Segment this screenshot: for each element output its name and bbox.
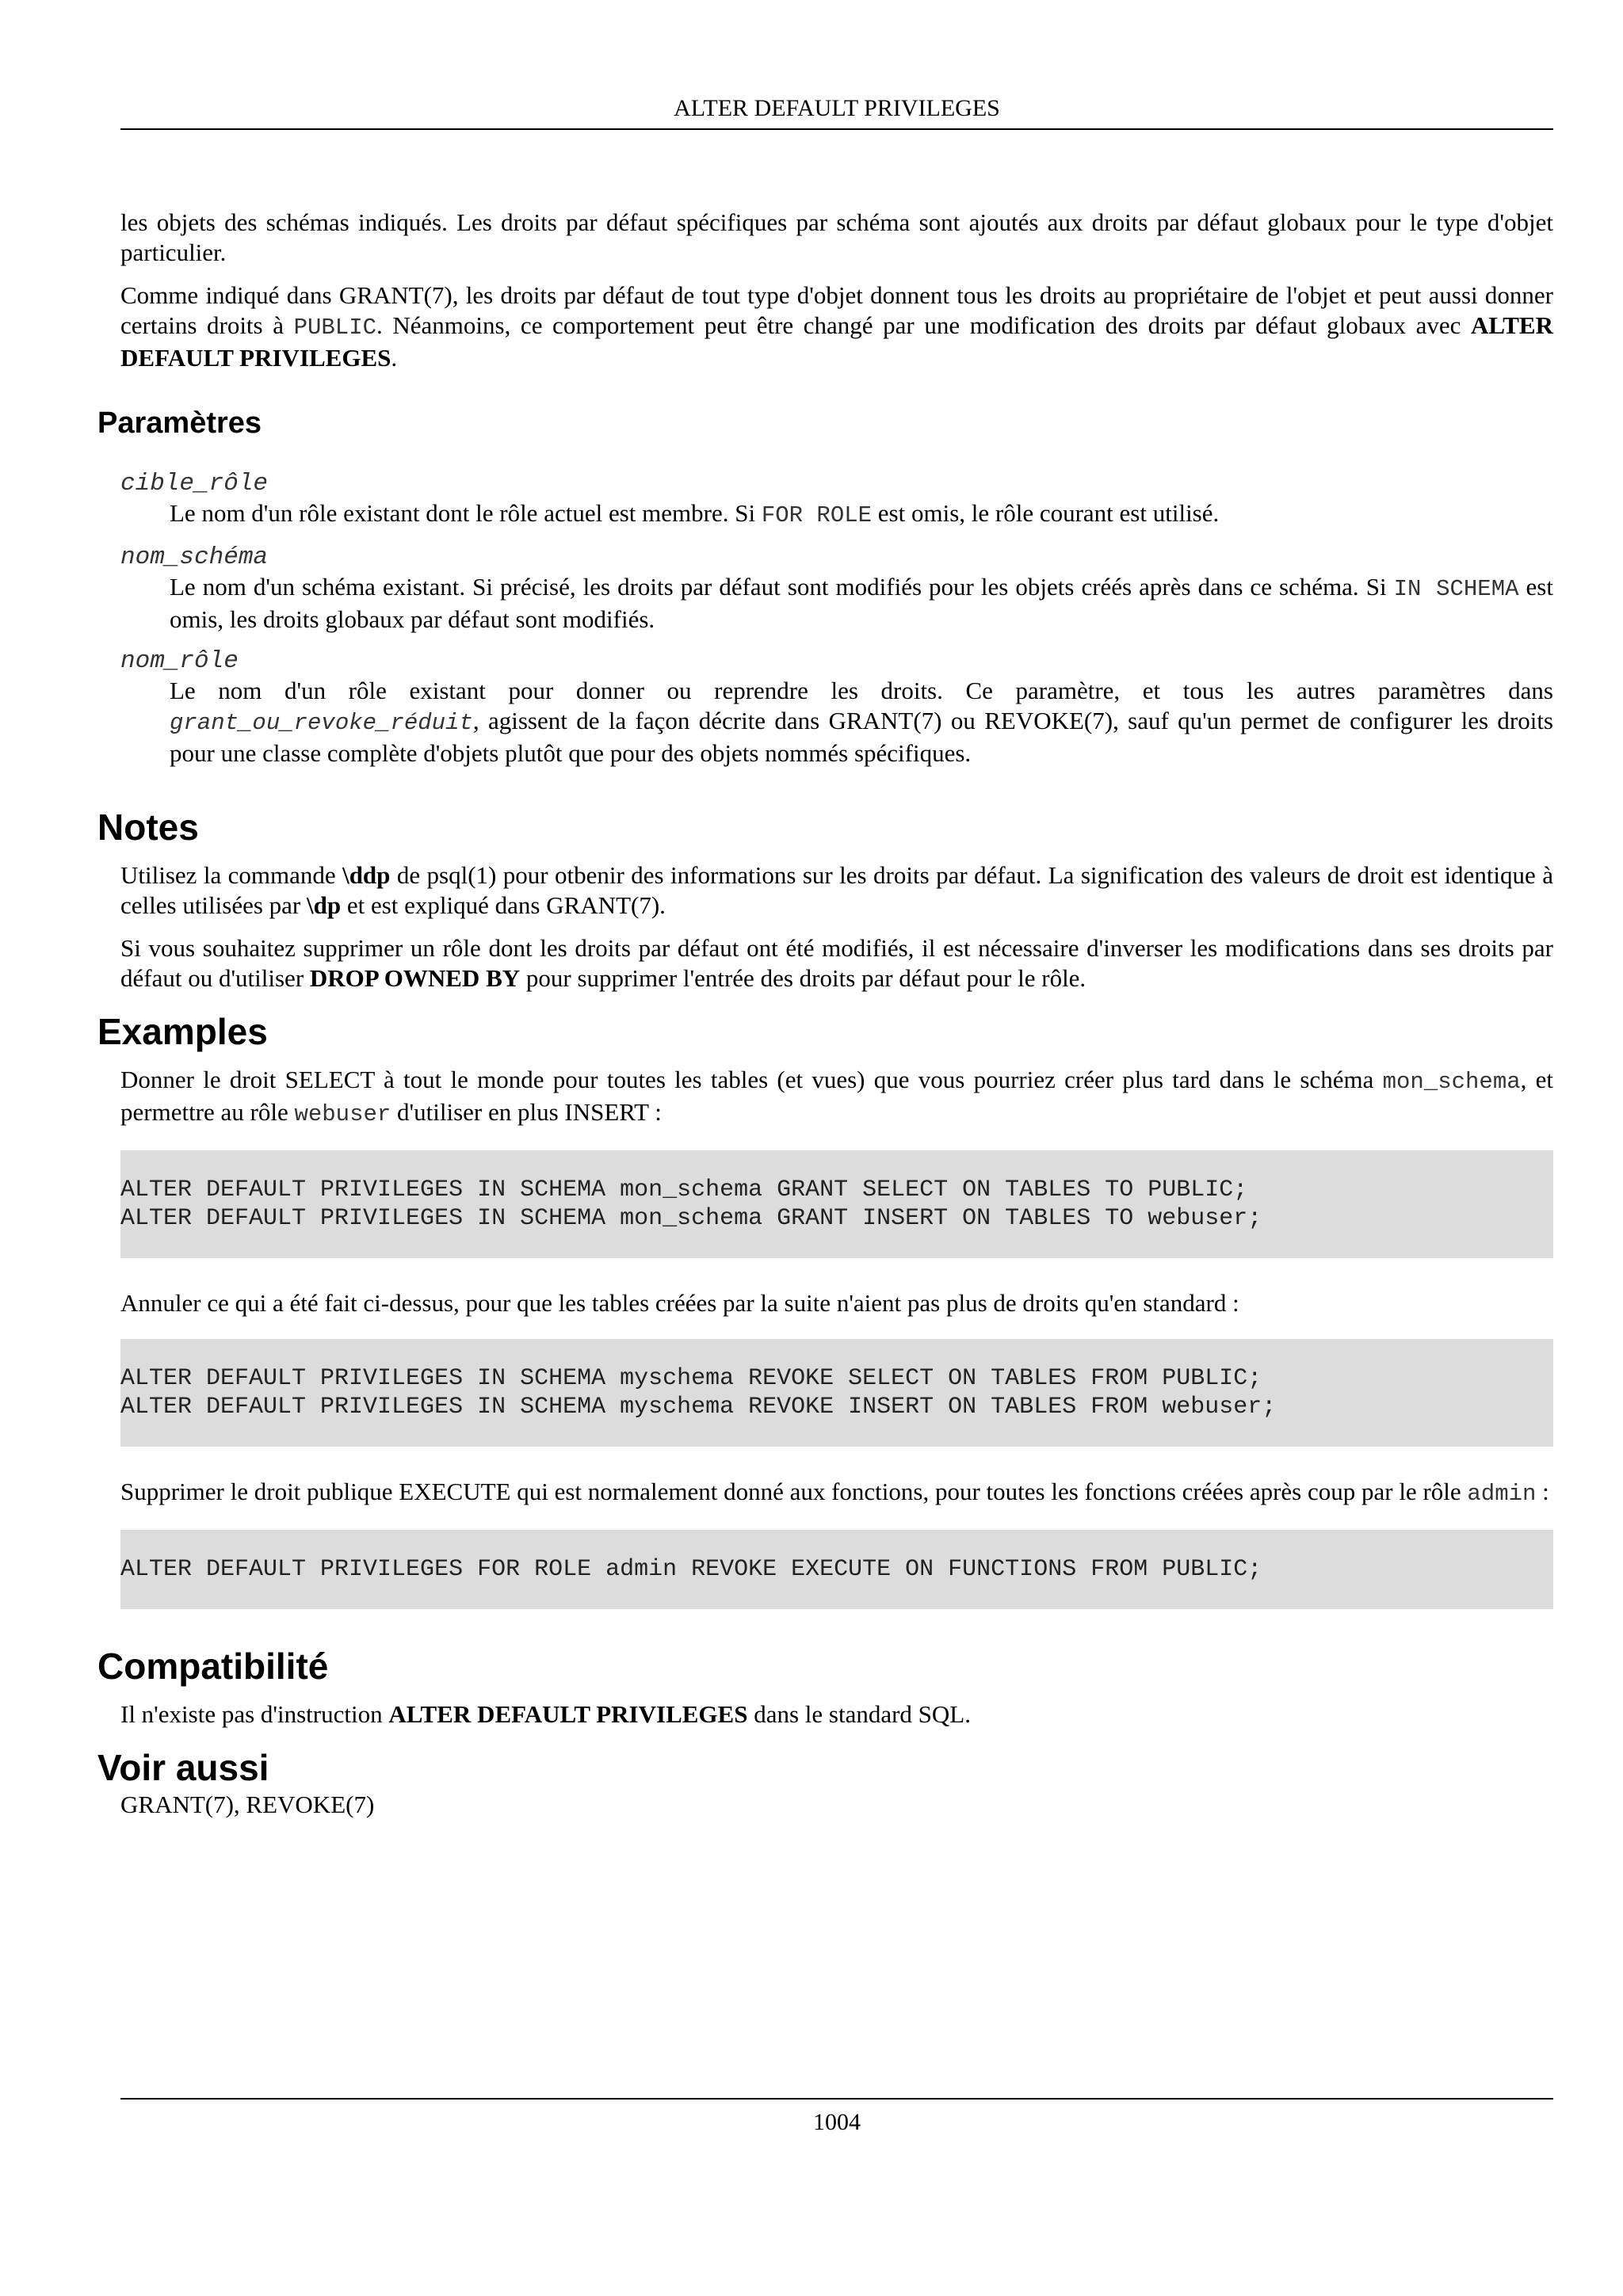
examples-paragraph-1 [120,1065,1553,1130]
text-run: , et permettre au rôle [120,1066,1554,1126]
text-run: Le nom d'un rôle existant dont le rôle actuel est membre. Si [170,499,762,527]
footer-rule [120,2098,1553,2100]
text-run: Si vous souhaitez supprimer un rôle dont les droits par défaut ont été modifiés, il est nécessaire d'inverser les modifications dans ses droits par défaut ou d'utiliser [120,934,1553,992]
text-run: est omis, le rôle courant est utilisé. [872,499,1220,527]
code-block: ALTER DEFAULT PRIVILEGES IN SCHEMA myschema REVOKE SELECT ON TABLES FROM PUBLIC; ALTER DEFAULT PRIVILEGES IN SCHEMA myschema REVOKE INSERT ON TABLES FROM webuser; [120,1339,1553,1447]
text-run: Supprimer le droit publique EXECUTE qui est normalement donné aux fonctions, pour toutes les fonctions créées après coup par le rôle [120,1478,1468,1505]
bold-command: ALTER DEFAULT PRIVILEGES [388,1700,748,1728]
text-run: Il n'existe pas d'instruction [120,1700,389,1728]
param-term: nom_schéma [120,543,269,571]
page-number: 1004 [813,2109,861,2135]
text-run: . Néanmoins, ce comportement peut être changé par une modification des droits par défaut globaux avec [376,311,1472,339]
parametres-heading: Paramètres [97,406,262,440]
text-run: Utilisez la commande [120,861,343,889]
text-run: . [391,344,398,372]
text-run: , agissent de la façon décrite dans GRANT(7) ou REVOKE(7), sauf qu'un permet de configurer les droits pour une classe complète d'objets plutôt que pour des objets nommés spécifiques. [170,707,1553,767]
text-run: Le nom d'un schéma existant. Si précisé, les droits par défaut sont modifiés pour les objets créés après dans ce schéma. Si [170,573,1394,601]
notes-paragraph-1 [120,860,1553,921]
bold-command: DROP OWNED BY [309,964,521,992]
param-description [170,572,1553,635]
param-description [170,676,1553,769]
inline-code: IN SCHEMA [1393,576,1519,602]
text-run: de psql(1) pour otbenir des informations sur les droits par défaut. La signification des valeurs de droit est identique à celles utilisées par [120,861,1553,919]
text-run: pour supprimer l'entrée des droits par défaut pour le rôle. [520,964,1086,992]
see-also-links: GRANT(7), REVOKE(7) [120,1791,375,1818]
param-term: cible_rôle [120,470,269,498]
code-block: ALTER DEFAULT PRIVILEGES IN SCHEMA mon_schema GRANT SELECT ON TABLES TO PUBLIC; ALTER DEFAULT PRIVILEGES IN SCHEMA mon_schema GRANT INSERT ON TABLES TO webuser; [120,1150,1553,1258]
param-term: nom_rôle [120,647,239,675]
notes-heading: Notes [97,807,199,848]
intro-paragraph-2 [120,280,1553,373]
examples-heading: Examples [97,1011,268,1052]
see-also-heading: Voir aussi [97,1747,269,1788]
text-run: d'utiliser en plus INSERT : [391,1098,662,1126]
examples-paragraph-3 [120,1477,1553,1509]
inline-code: FOR ROLE [761,502,873,528]
param-description [170,498,1553,531]
text-run: et est expliqué dans GRANT(7). [341,891,666,919]
inline-code: mon_schema [1382,1069,1521,1095]
text-run: Donner le droit SELECT à tout le monde pour toutes les tables (et vues) que vous pourriez créer plus tard dans le schéma [120,1066,1383,1093]
code-block: ALTER DEFAULT PRIVILEGES FOR ROLE admin REVOKE EXECUTE ON FUNCTIONS FROM PUBLIC; [120,1530,1553,1609]
text-run: : [1536,1478,1549,1505]
text-run: est omis, les droits globaux par défaut sont modifiés. [170,573,1553,633]
notes-paragraph-2 [120,933,1553,994]
inline-code: webuser [294,1101,391,1127]
page-body [0,208,1623,1833]
bold-command: \dp [307,891,342,919]
inline-code: PUBLIC [293,315,377,341]
header-rule [120,128,1553,130]
running-header: ALTER DEFAULT PRIVILEGES [674,95,1000,121]
inline-code: admin [1467,1481,1537,1507]
parameter-list [0,470,1623,769]
text-run: dans le standard SQL. [747,1700,971,1728]
examples-paragraph-2: Annuler ce qui a été fait ci-dessus, pour que les tables créées par la suite n'aient pas plus de droits qu'en standard : [120,1289,1239,1317]
text-run: Le nom d'un rôle existant pour donner ou reprendre les droits. Ce paramètre, et tous les autres paramètres dans [170,677,1553,704]
text-run: Comme indiqué dans GRANT(7), les droits par défaut de tout type d'objet donnent tous les droits au propriétaire de l'objet et peut aussi donner certains droits à [120,281,1553,339]
compat-heading: Compatibilité [97,1646,329,1687]
bold-command: ALTER DEFAULT PRIVILEGES [120,311,1553,372]
intro-paragraph-1: les objets des schémas indiqués. Les droits par défaut spécifiques par schéma sont ajoutés aux droits par défaut globaux pour le type d'objet particulier. [120,208,1553,266]
inline-code: grant_ou_revoke_réduit [170,710,473,736]
compat-paragraph [120,1699,1553,1730]
bold-command: \ddp [342,861,391,889]
